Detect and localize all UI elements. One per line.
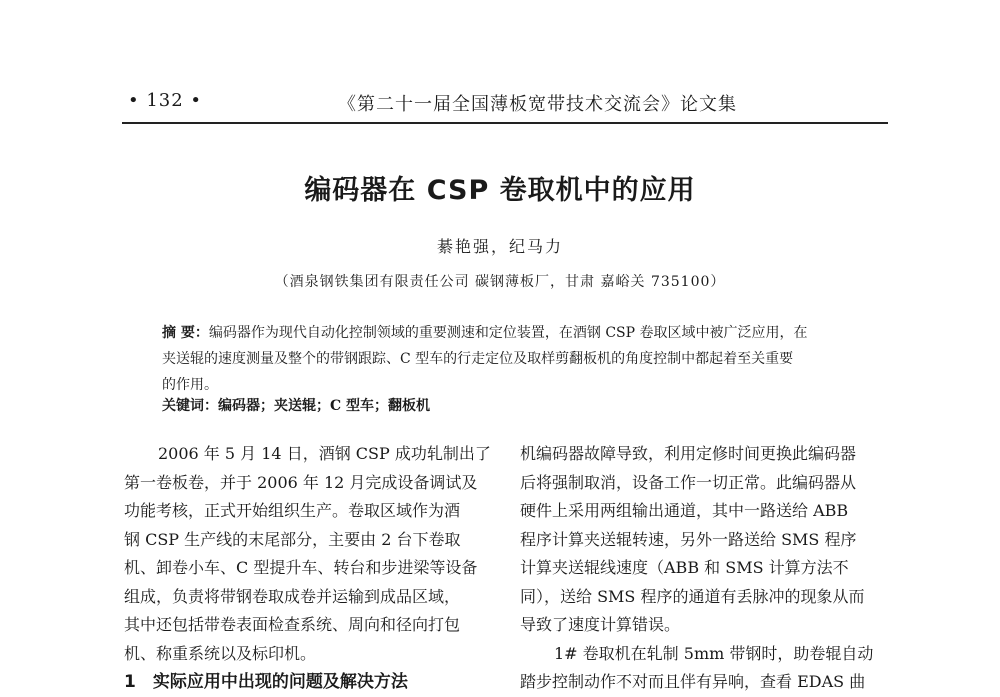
body-line: 导致了速度计算错误。 [520,615,681,634]
body-line: 钢 CSP 生产线的末尾部分，主要由 2 台下卷取 [124,529,461,549]
affiliation: （酒泉钢铁集团有限责任公司 碳钢薄板厂，甘肃 嘉峪关 735100） [274,274,726,290]
authors: 綦艳强，纪马力 [436,237,563,256]
abstract-line [162,320,862,346]
section-heading: 1 实际应用中出现的问题及解决方法 [124,672,408,692]
body-line: 2006 年 5 月 14 日，酒钢 CSP 成功轧制出了 [158,444,491,463]
body-line: 其中还包括带卷表面检查系统、周向和径向打包 [124,615,461,634]
body-line: 功能考核，正式开始组织生产。卷取区域作为酒 [124,501,461,520]
body-line: 机编码器故障导致，利用定修时间更换此编码器 [520,444,857,463]
keywords-text: 编码器；夹送辊；C 型车；翻板机 [218,398,431,414]
body-line: 后将强制取消，设备工作一切正常。此编码器从 [520,472,857,492]
keywords [162,395,430,415]
page-number: • 132 • [128,90,203,111]
body-line: 机、卸卷小车、C 型提升车、转台和步进梁等设备 [124,558,478,577]
header-rule [122,122,888,124]
abstract-label: 摘 要： [162,325,209,341]
journal-title: 《第二十一届全国薄板宽带技术交流会》论文集 [338,94,737,115]
abstract-line: 的作用。 [162,377,218,393]
keywords-label: 关键词： [162,398,218,414]
body-line: 计算夹送辊线速度（ABB 和 SMS 计算方法不 [520,558,849,577]
body-line: 1# 卷取机在轧制 5mm 带钢时，助卷辊自动 [554,643,874,663]
body-right-column [520,440,895,697]
paper-title: 编码器在 CSP 卷取机中的应用 [304,175,696,206]
body-line: 硬件上采用两组输出通道，其中一路送给 ABB [520,501,849,520]
body-line: 同），送给 SMS 程序的通道有丢脉冲的现象从而 [520,586,865,606]
abstract-text: 编码器作为现代自动化控制领域的重要测速和定位装置，在酒钢 CSP 卷取区域中被广泛应用，在 [208,325,808,341]
abstract-line: 夹送辊的速度测量及整个的带钢跟踪、C 型车的行走定位及取样剪翻板机的角度控制中都起着至关重要 [162,351,794,367]
body-line: 组成，负责将带钢卷取成卷并运输到成品区域， [124,586,461,606]
body-line: 程序计算夹送辊转速，另外一路送给 SMS 程序 [520,529,857,549]
body-line: 机、称重系统以及标印机。 [124,643,317,663]
abstract [162,320,862,398]
body-line: 踏步控制动作不对而且伴有异响，查看 EDAS 曲 [520,672,866,691]
body-left-column [124,440,499,668]
body-line: 第一卷板卷，并于 2006 年 12 月完成设备调试及 [124,472,478,492]
